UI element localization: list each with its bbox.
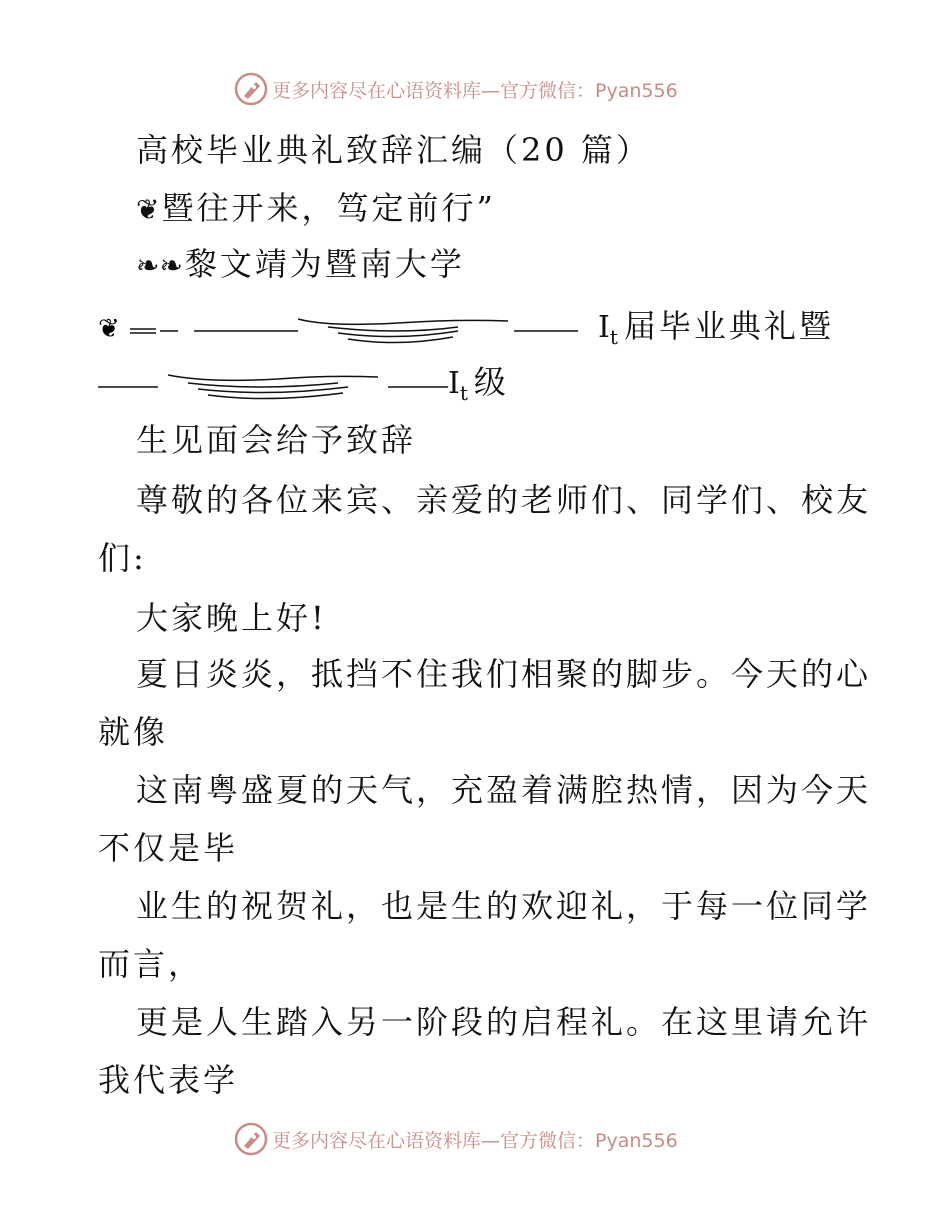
author-line [136,242,465,288]
paragraph-line: 我代表学 [98,1061,239,1099]
lt-label-text: 届毕业典礼暨 [623,307,834,345]
ornamental-rule-icon [98,365,448,405]
footer-banner [234,1122,678,1156]
paragraph-line: 更是人生踏入另一阶段的启程礼。在这里请允许 [136,1003,872,1041]
ornament-line-2 [98,360,509,415]
paragraph-line: 生见面会给予致辞 [136,421,417,459]
paragraph-line: 而言， [98,945,204,983]
fleuron-double-icon: ❧❧ [136,249,183,282]
paragraph-line: 夏日炎炎，抵挡不住我们相聚的脚步。今天的心 [136,655,872,693]
paragraph-line: 们: [98,539,147,577]
paragraph-line: 不仅是毕 [98,829,239,867]
author-text: 黎文靖为暨南大学 [184,245,465,283]
lt-symbol: $I_t$ [448,366,468,405]
pen-nib-logo-icon [234,1122,268,1156]
paragraph-line: 这南粤盛夏的天气，充盈着满腔热情，因为今天 [136,771,872,809]
pen-nib-logo-icon [234,72,268,106]
ornamental-rule-icon [98,309,598,349]
banner-text: 更多内容尽在心语资料库—官方微信：Pyan556 [272,79,678,102]
lt-symbol: $I_t$ [598,310,618,349]
ornament-line-1 [98,304,834,359]
paragraph-line: 大家晚上好! [136,599,327,637]
banner-text: 更多内容尽在心语资料库—官方微信：Pyan556 [272,1129,678,1152]
lt-label-text-2: 级 [473,363,509,401]
header-banner [234,72,678,106]
paragraph-line: 就像 [98,713,169,751]
paragraph-line: 业生的祝贺礼，也是生的欢迎礼，于每一位同学 [136,887,872,925]
paragraph-line: 尊敬的各位来宾、亲爱的老师们、同学们、校友 [136,481,872,519]
subtitle-text: 暨往开来，笃定前行” [161,189,496,227]
subtitle-line [136,186,496,232]
doc-title: 高校毕业典礼致辞汇编（20 篇） [136,131,651,169]
fleuron-icon: ❦ [136,193,160,226]
svg-text:❦: ❦ [98,313,123,344]
